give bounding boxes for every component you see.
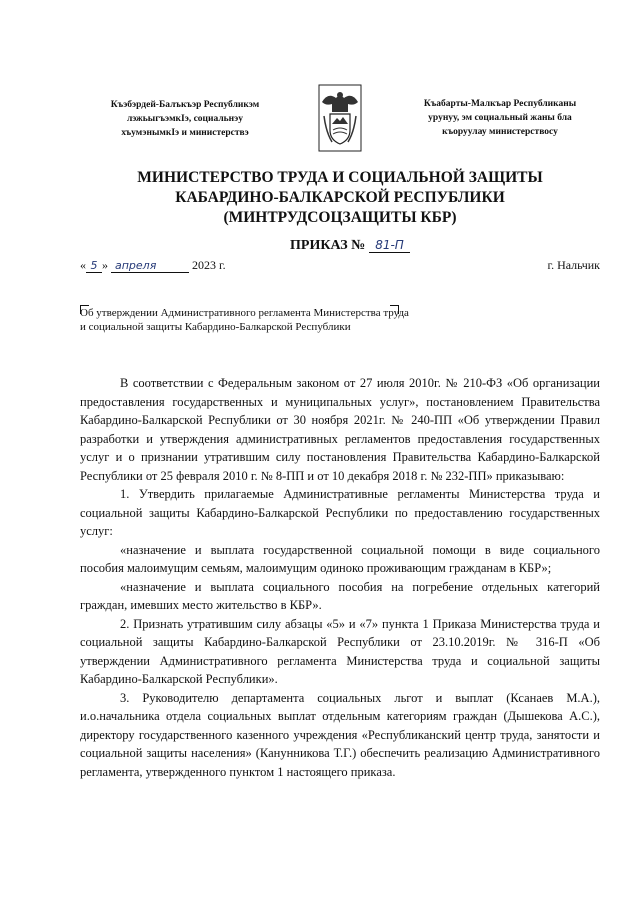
subject-line: и социальной защиты Кабардино-Балкарской Республики (80, 321, 351, 333)
date-close-quote: » (102, 258, 108, 272)
order-title: ПРИКАЗ № (290, 238, 366, 253)
order-body (80, 374, 600, 781)
order-number: 81-П (369, 238, 410, 253)
body-paragraph-service-1: «назначение и выплата государственной социальной помощи в виде социального пособия малоимущим семьям, малоимущим одиноко проживающим гражданам в КБР»; (80, 542, 600, 575)
header-right-line: Къабарты-Малкъар Республиканы (423, 99, 577, 109)
ministry-title-line: КАБАРДИНО-БАЛКАРСКОЙ РЕСПУБЛИКИ (175, 189, 505, 206)
order-city: г. Нальчик (547, 258, 600, 272)
header-right-line: къоруулау министерствосу (442, 127, 558, 137)
header-right-line: урунуу, эм социальный жаны бла (428, 113, 572, 123)
header-right-ministry-name (400, 97, 600, 139)
subject-line: Об утверждении Административного регламента Министерства труда (80, 307, 409, 319)
body-paragraph-item-1: 1. Утвердить прилагаемые Административные регламенты Министерства труда и социальной защиты Кабардино-Балкарской Республики по предоставлению государственных услуг: (80, 487, 600, 538)
body-paragraph-item-2: 2. Признать утратившим силу абзацы «5» и «7» пункта 1 Приказа Министерства труда и социальной защиты Кабардино-Балкарской Республики от 23.10.2019г. № 316-П «Об утверждении Административного регламента Министерства труда и социальной защиты Кабардино-Балкарской Республики». (80, 616, 600, 686)
ministry-title-line: МИНИСТЕРСТВО ТРУДА И СОЦИАЛЬНОЙ ЗАЩИТЫ (137, 169, 543, 186)
ministry-title-line: (МИНТРУДСОЦЗАЩИТЫ КБР) (223, 209, 457, 226)
header-left-line: хъумэнымкIэ и министерствэ (121, 128, 249, 138)
body-paragraph-item-3: 3. Руководителю департамента социальных льгот и выплат (Ксанаев М.А.), и.о.начальника отдела социальных выплат отдельным категориям граждан (Дышекова А.С.), директору государственного казенного учреждения «Республиканский центр труда, занятости и социальной защиты населения» (Канунникова Т.Г.) обеспечить реализацию Административного регламента, утвержденного пунктом 1 настоящего приказа. (80, 690, 600, 779)
header-left-ministry-name (80, 98, 290, 140)
header-left-line: Къэбэрдей-Балъкъэр Республикэм (110, 100, 260, 110)
date-open-quote: « (80, 258, 86, 272)
date-day: 5 (86, 259, 102, 273)
date-month: апреля (111, 259, 189, 273)
body-paragraph-preamble: В соответствии с Федеральным законом от 27 июля 2010г. № 210-ФЗ «Об организации предоставления государственных и муниципальных услуг», постановлением Правительства Кабардино-Балкарской Республики от 30 ноября 2021г. № 240-ПП «Об утверждении Правил разработки и утверждения административных регламентов предоставления государственных услуг и о признании утратившим силу постановления Правительства Кабардино-Балкарской Республики от 25 февраля 2010 г. № 8-ПП и от 10 декабря 2018 г. № 232-ПП» приказываю: (80, 376, 600, 483)
date-year: 2023 г. (192, 258, 226, 272)
kbr-coat-of-arms-icon (318, 84, 362, 152)
ministry-title (80, 168, 600, 228)
order-subject (80, 306, 500, 334)
header-left-line: лэжьыгъэмкIэ, социальнэу (126, 114, 244, 124)
order-heading (290, 238, 410, 254)
body-paragraph-service-2: «назначение и выплата социального пособия на погребение отдельных категорий граждан, имевших место жительство в КБР». (80, 579, 600, 612)
order-date (80, 258, 226, 273)
